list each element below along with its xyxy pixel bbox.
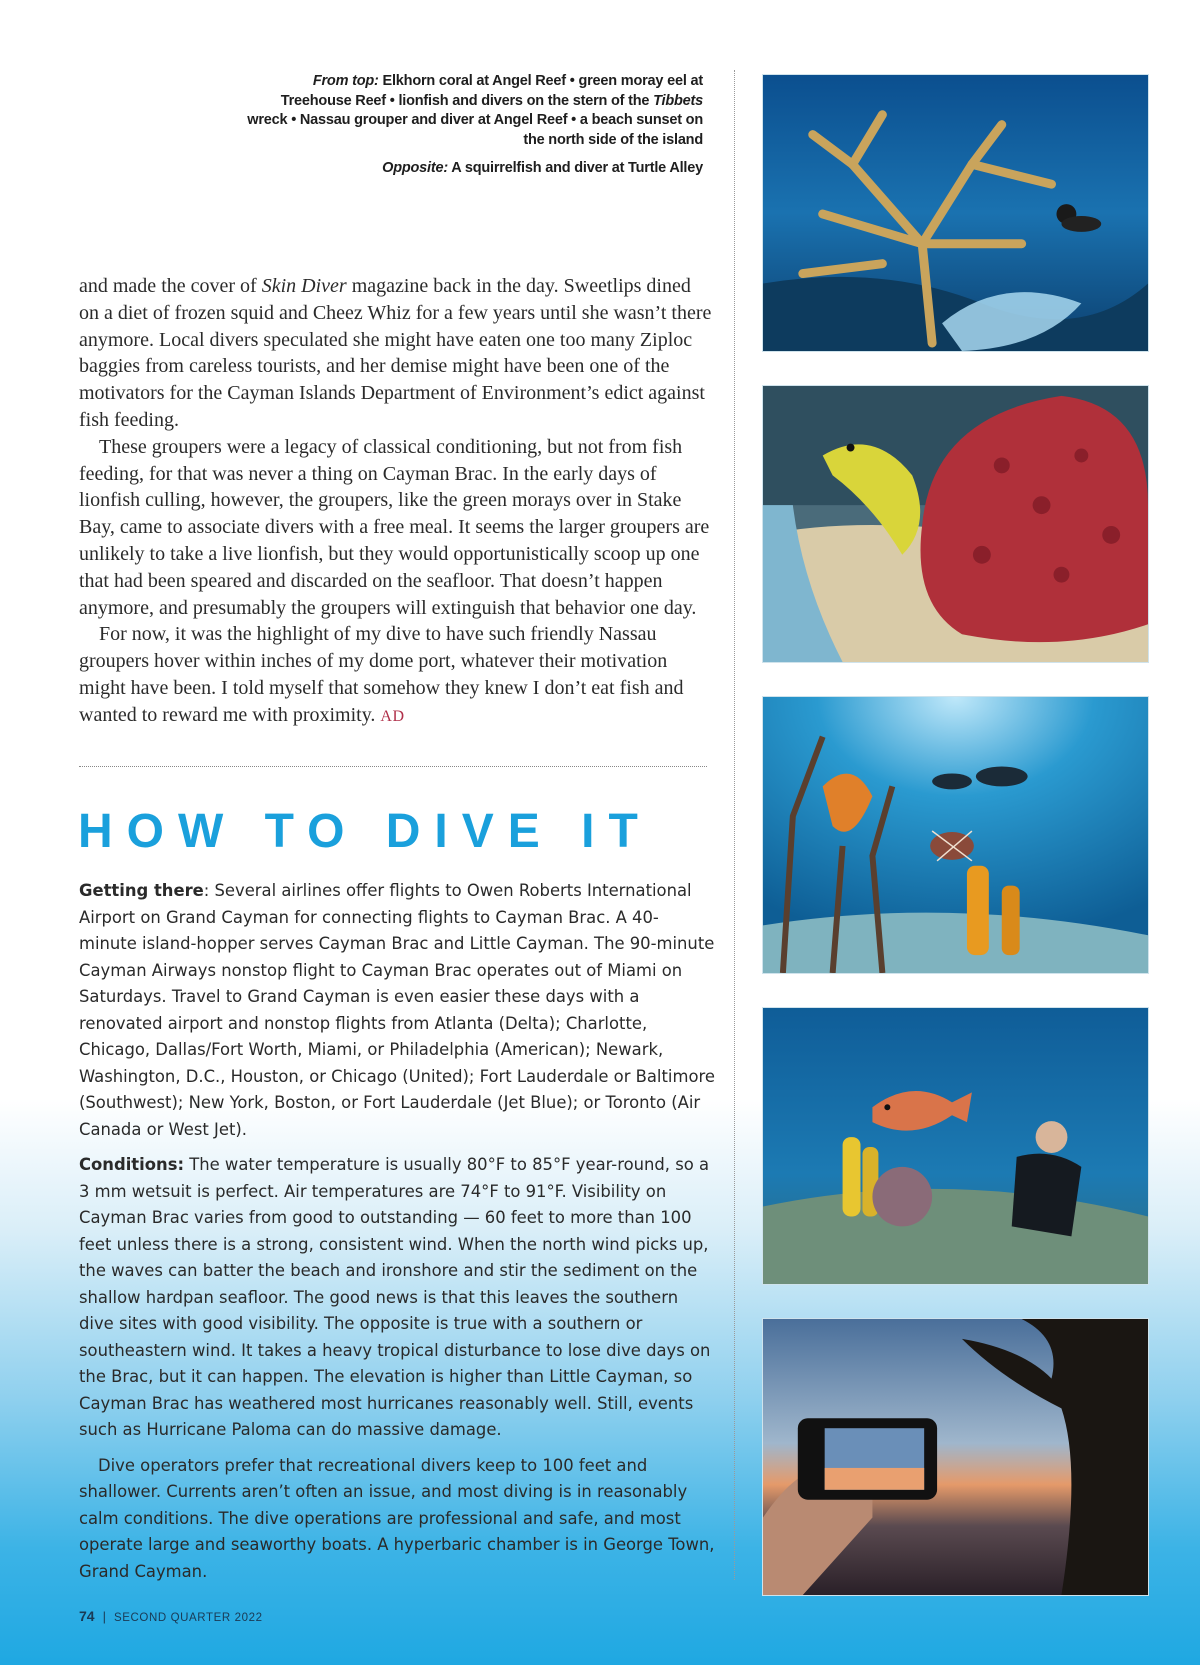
photo-nassau-grouper (762, 1007, 1149, 1285)
author-signoff: AD (380, 707, 405, 725)
caption-main (240, 72, 703, 150)
p1-text-b: magazine back in the day. Sweetlips dined on a diet of frozen squid and Cheez Whiz for a few years until she wasn’t there anymore. Local divers speculated she might have eaten one too many Ziploc baggies from careless tourists, and her demise might have been one of the motivators for the Cayman Islands Department of Environment’s edict against fish feeding. (79, 275, 712, 431)
getting-there-label: Getting there (79, 881, 204, 900)
p1-text-a: and made the cover of (79, 275, 262, 297)
photo-green-moray-eel (762, 385, 1149, 663)
page-footer (79, 1608, 263, 1624)
article-body (79, 273, 715, 731)
issue-label: SECOND QUARTER 2022 (113, 1612, 263, 1624)
p3-text: For now, it was the highlight of my dive to have such friendly Nassau groupers hover within inches of my dome port, whatever their motivation might have been. I told myself that somehow they knew I don’t eat fish and wanted to reward me with proximity. (79, 623, 684, 726)
section-title: HOW TO DIVE IT (78, 805, 652, 858)
magazine-title: Skin Diver (261, 275, 347, 297)
page-number: 74 (79, 1608, 95, 1624)
photo-caption (240, 72, 703, 179)
section-divider (79, 766, 707, 767)
operators-paragraph: Dive operators prefer that recreational divers keep to 100 feet and shallower. Currents aren’t often an issue, and most diving is in reasonably calm conditions. The dive operations are professional and safe, and most operate large and seaworthy boats. A hyperbaric chamber is in George Town, Grand Cayman. (79, 1455, 715, 1581)
photo-beach-sunset (762, 1318, 1149, 1596)
caption-text-2: wreck • Nassau grouper and diver at Angel Reef • a beach sunset on the north side of the island (247, 112, 703, 148)
conditions-text: The water temperature is usually 80°F to 85°F year-round, so a 3 mm wetsuit is perfect. Air temperatures are 74°F to 91°F. Visibility on Cayman Brac varies from good to outstanding — 60 feet to more than 100 feet unless there is a strong, consistent wind. When the north wind picks up, the waves can batter the beach and ironshore and stir the sediment on the shallow hardpan seafloor. The good news is that this leaves the southern dive sites with good visibility. The opposite is true with a southern or southeastern wind. It takes a heavy tropical disturbance to lose dive days on the Brac, but it can happen. The elevation is higher than Little Cayman, so Cayman Brac has weathered most hurricanes reasonably well. Still, events such as Hurricane Paloma can do massive damage. (79, 1155, 711, 1439)
caption-opposite-lead: Opposite: (382, 160, 448, 176)
footer-separator: | (102, 1609, 106, 1624)
caption-lead: From top: (312, 73, 379, 89)
column-divider (734, 70, 735, 1580)
caption-tibbets: Tibbets (653, 92, 703, 109)
article-paragraph-3 (79, 621, 715, 730)
conditions-label: Conditions: (79, 1155, 185, 1174)
caption-text-1: Elkhorn coral at Angel Reef • green moray eel at Treehouse Reef • lionfish and divers on the stern of the (280, 73, 703, 109)
conditions-paragraph (79, 1152, 715, 1444)
article-paragraph-1 (79, 273, 715, 434)
photo-lionfish-tibbets-wreck (762, 696, 1149, 974)
caption-opposite-text: A squirrelfish and diver at Turtle Alley (447, 160, 703, 176)
photo-elkhorn-coral (762, 74, 1149, 352)
getting-there-paragraph (79, 878, 715, 1143)
dive-info (79, 878, 715, 1585)
article-paragraph-2: These groupers were a legacy of classical conditioning, but not from fish feeding, for that was never a thing on Cayman Brac. In the early days of lionfish culling, however, the groupers, like the green morays over in Stake Bay, came to associate divers with a free meal. It seems the larger groupers are unlikely to take a live lionfish, but they would opportunistically scoop up one that had been speared and discarded on the seafloor. That doesn’t happen anymore, and presumably the groupers will extinguish that behavior one day. (79, 435, 710, 619)
getting-there-text: : Several airlines offer flights to Owen Roberts International Airport on Grand Cayman for connecting flights to Cayman Brac. A 40-minute island-hopper serves Cayman Brac and Little Cayman. The 90-minute Cayman Airways nonstop flight to Cayman Brac operates out of Miami on Saturdays. Travel to Grand Cayman is even easier these days with a renovated airport and nonstop flights from Atlanta (Delta); Charlotte, Chicago, Dallas/Fort Worth, Miami, or Philadelphia (American); Newark, Washington, D.C., Houston, or Chicago (United); Fort Lauderdale or Baltimore (Southwest); New York, Boston, or Fort Lauderdale (Jet Blue); or Toronto (Air Canada or West Jet). (79, 881, 715, 1139)
caption-opposite (240, 159, 703, 179)
